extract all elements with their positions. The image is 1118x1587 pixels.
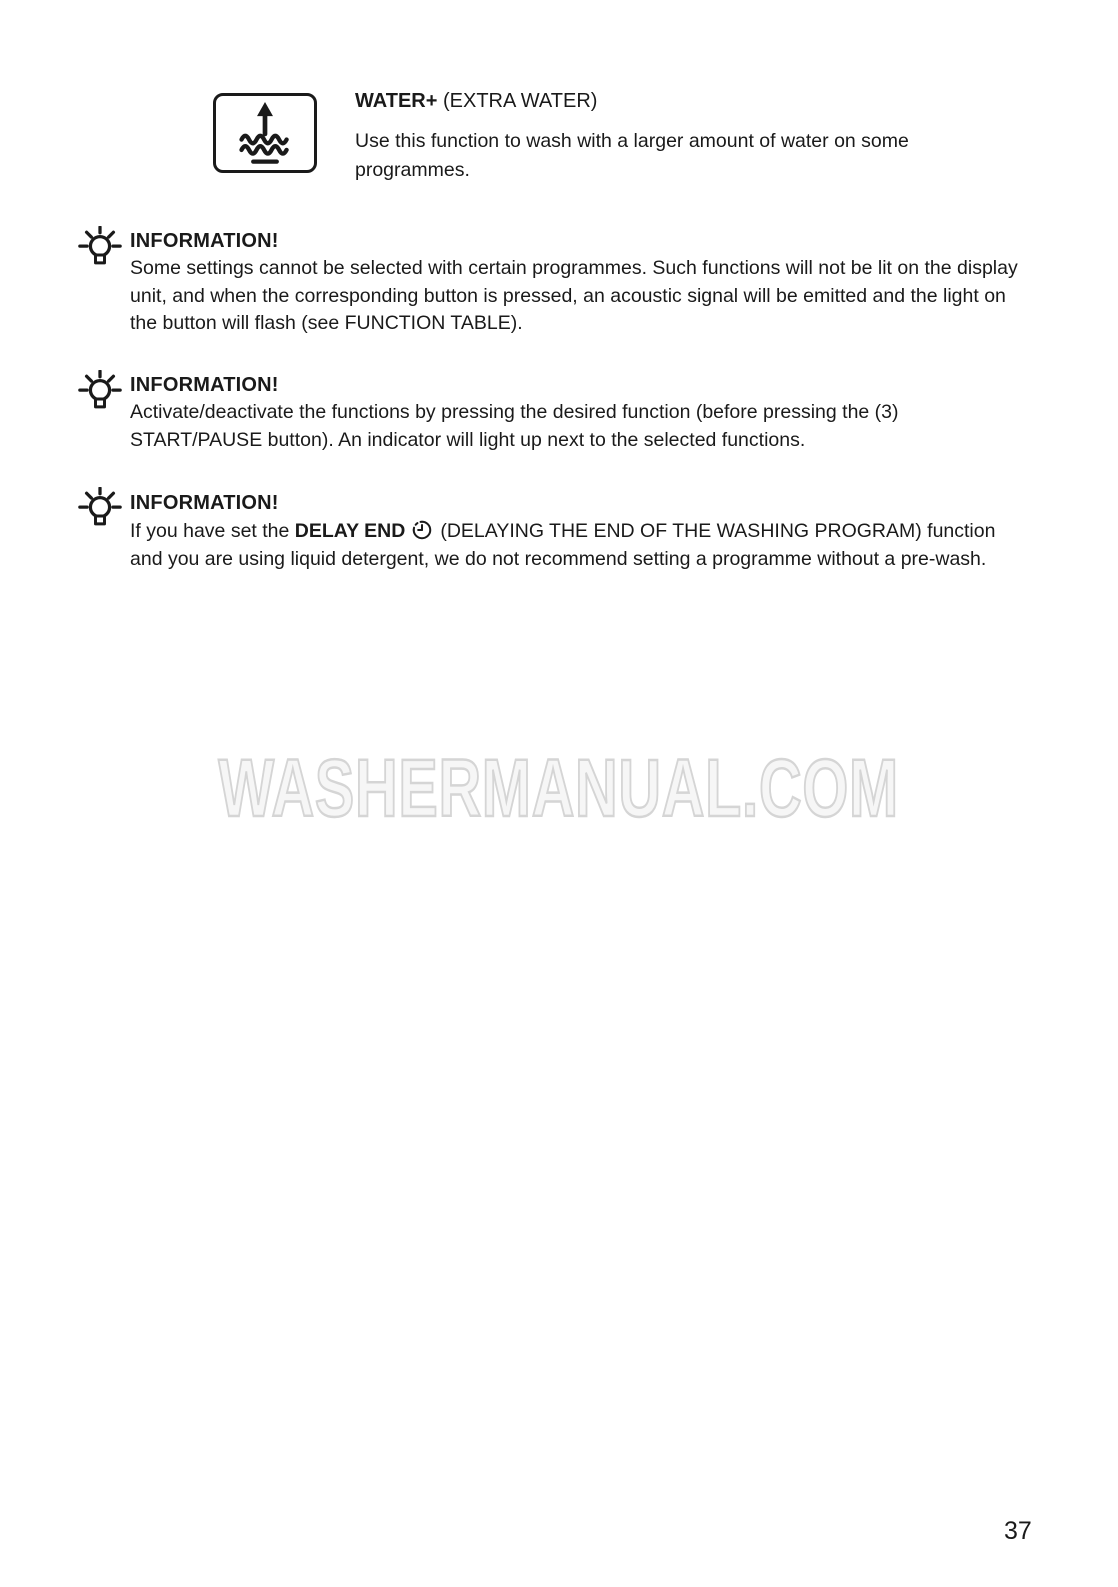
page-number: 37 [1004,1517,1032,1545]
info-heading-3: INFORMATION! [130,492,279,514]
info-heading-2: INFORMATION! [130,374,279,396]
water-plus-description: Use this function to wash with a larger amount of water on some programmes. [355,130,909,181]
water-plus-icon [213,93,317,173]
info-body-3-prefix: If you have set the [130,520,295,542]
water-plus-title [355,89,597,113]
delay-end-label: DELAY END [294,520,406,542]
water-plus-title-bold: WATER+ [355,90,438,112]
water-plus-title-rest: (EXTRA WATER) [437,90,598,112]
info-body-3 [130,518,1030,573]
info-body-2: Activate/deactivate the functions by pressing the desired function (before pressing the (3) START/PAUSE button). An indicator will light up next to the selected functions. [130,401,899,451]
extra-water-glyph [219,98,311,168]
info-body-3-suffix: (DELAYING THE END OF THE WASHING PROGRAM) function and you are using liquid detergent, we do not recommend setting a programme without a pre-wash. [130,520,996,570]
info-heading-1: INFORMATION! [130,230,279,252]
lightbulb-icon [77,226,123,274]
lightbulb-icon [77,487,123,535]
watermark-row [0,743,1118,834]
info-body-1: Some settings cannot be selected with certain programmes. Such functions will not be lit on the display unit, and when the corresponding button is pressed, an acoustic signal will be emitted and the light on the button will flash (see FUNCTION TABLE). [130,257,1018,334]
watermark: WASHERMANUAL.COM [218,743,900,834]
delay-end-clock-icon [411,519,433,541]
lightbulb-icon [77,370,123,418]
